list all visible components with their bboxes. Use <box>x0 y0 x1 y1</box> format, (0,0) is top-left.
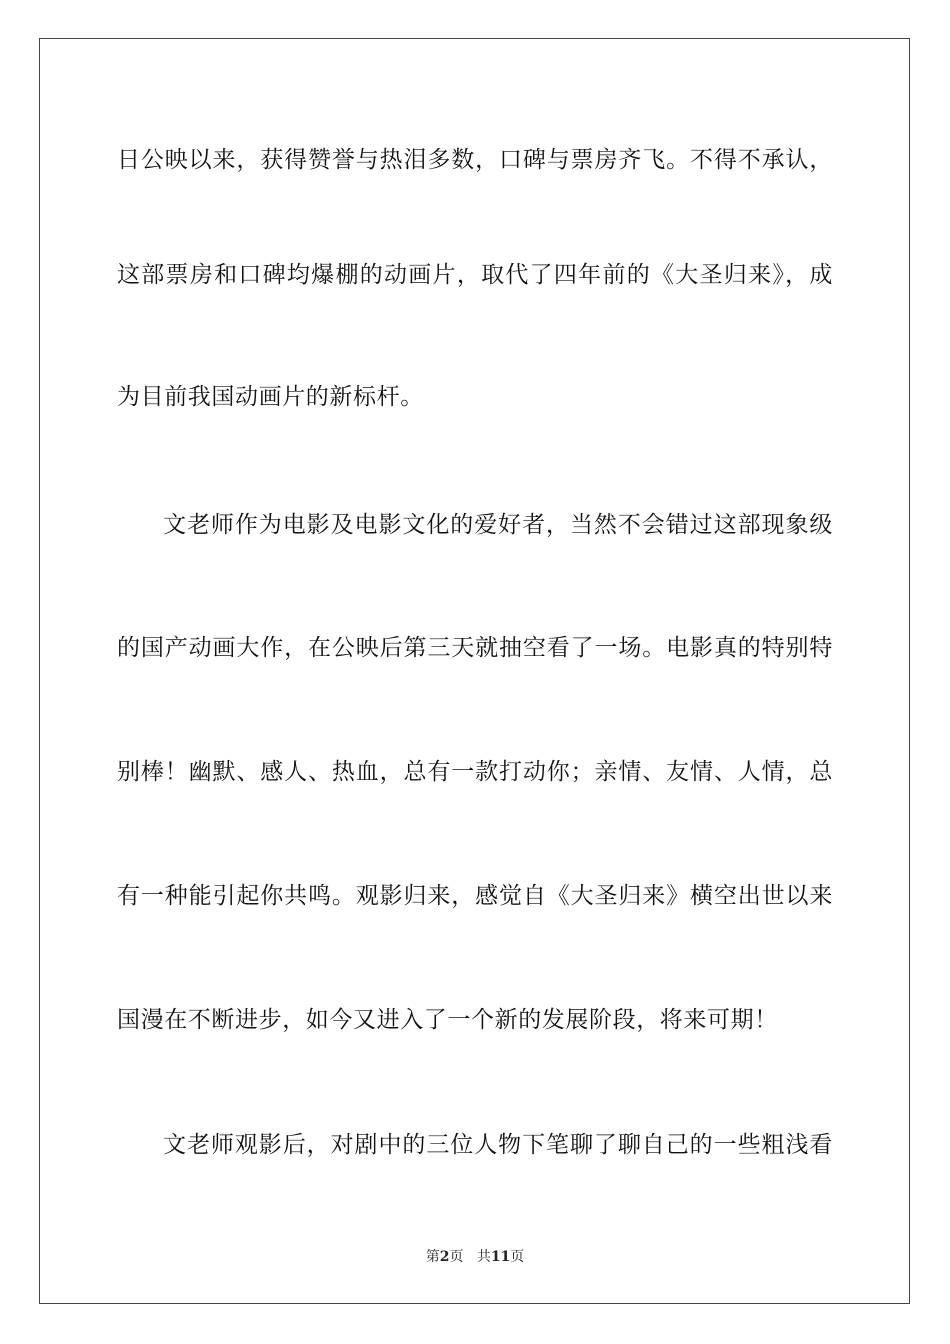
body-line-1: 日公映以来，获得赞誉与热泪多数，口碑与票房齐飞。不得不承认， <box>117 147 833 173</box>
body-line-5: 的国产动画大作，在公映后第三天就抽空看了一场。电影真的特别特 <box>117 635 833 661</box>
body-line-2: 这部票房和口碑均爆棚的动画片，取代了四年前的《大圣归来》，成 <box>117 262 833 288</box>
footer-total-prefix: 共 <box>476 1249 491 1265</box>
footer-page-number: 2 <box>439 1249 450 1265</box>
body-line-9: 文老师观影后，对剧中的三位人物下笔聊了聊自己的一些粗浅看 <box>163 1132 833 1158</box>
body-line-8: 国漫在不断进步，如今又进入了一个新的发展阶段，将来可期！ <box>117 1007 778 1033</box>
body-line-3: 为目前我国动画片的新标杆。 <box>117 384 424 410</box>
body-line-7: 有一种能引起你共鸣。观影归来，感觉自《大圣归来》横空出世以来 <box>117 883 833 909</box>
footer-page-unit: 页 <box>449 1249 464 1265</box>
page-footer <box>0 1248 950 1266</box>
footer-page-prefix: 第 <box>425 1249 440 1265</box>
footer-total-pages: 11 <box>490 1249 511 1265</box>
page-border <box>39 38 910 1304</box>
body-line-4: 文老师作为电影及电影文化的爱好者，当然不会错过这部现象级 <box>163 512 833 538</box>
body-line-6: 别棒！幽默、感人、热血，总有一款打动你；亲情、友情、人情，总 <box>117 759 833 785</box>
footer-total-unit: 页 <box>510 1249 525 1265</box>
